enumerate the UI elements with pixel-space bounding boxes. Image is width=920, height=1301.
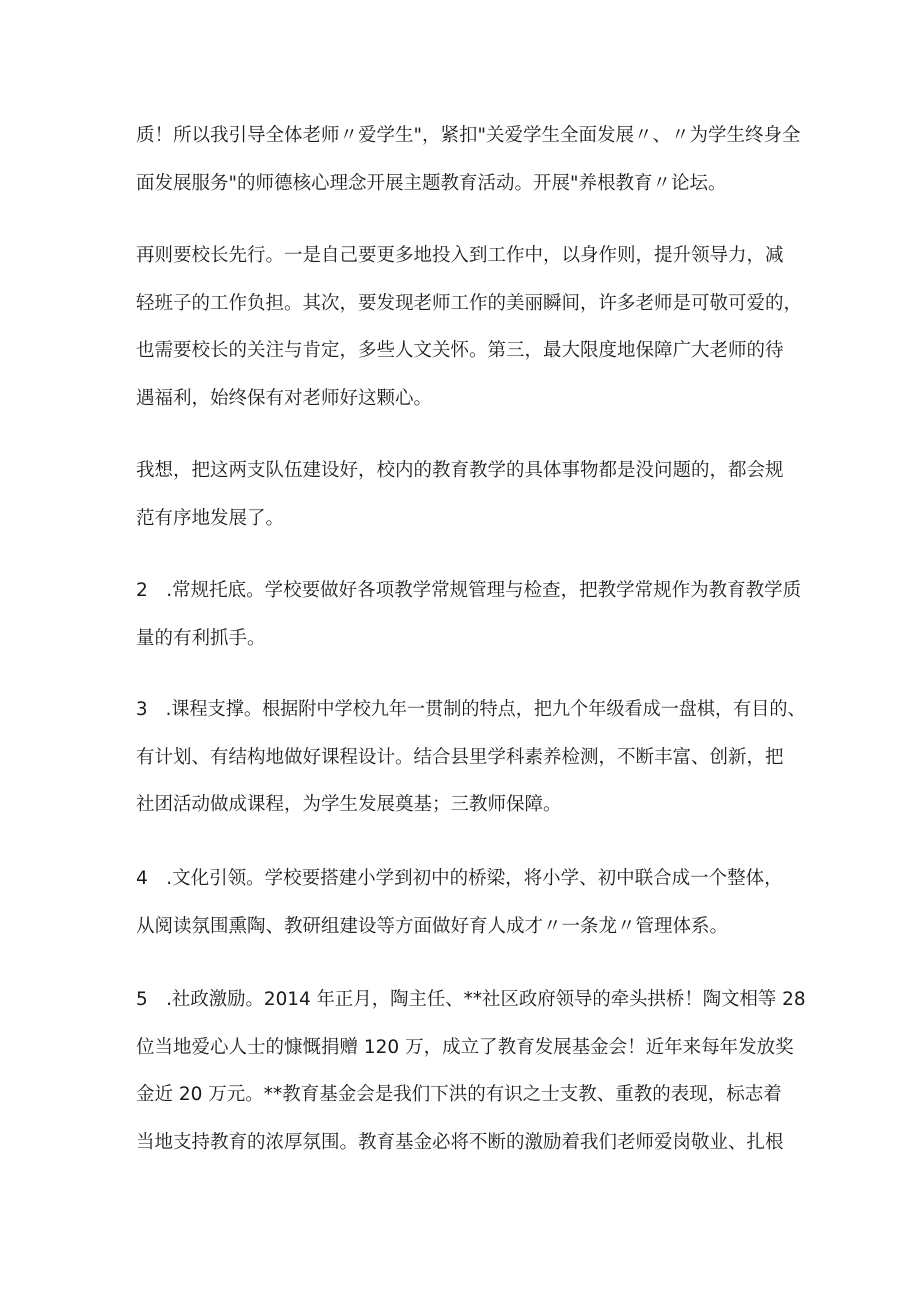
- text-line: 2 .常规托底。学校要做好各项教学常规管理与检查，把教学常规作为教育教学质: [136, 580, 802, 601]
- text-line: 5 .社政激励。2014 年正月，陶主任、**社区政府领导的牵头拱桥！陶文相等 28: [136, 989, 806, 1010]
- text-line: 面发展服务"的师德核心理念开展主题教育活动。开展"养根教育〃论坛。: [136, 172, 727, 194]
- text-line: 质！所以我引导全体老师〃爱学生"，紧扣"关爱学生全面发展〃、〃为学生终身全: [136, 125, 801, 146]
- paragraph-item-4: [136, 855, 806, 950]
- text-line: 当地支持教育的浓厚氛围。教育基金必将不断的激励着我们老师爱岗敬业、扎根: [136, 1131, 784, 1153]
- text-line: 量的有利抓手。: [136, 627, 266, 649]
- paragraph-item-2: [136, 567, 806, 662]
- text-line: 社团活动做成课程，为学生发展奠基；三教师保障。: [136, 794, 562, 815]
- text-line: 有计划、有结构地做好课程设计。结合县里学科素养检测，不断丰富、创新，把: [136, 746, 784, 768]
- paragraph-team-building: [136, 447, 806, 542]
- text-line: 也需要校长的关注与肯定，多些人文关怀。第三，最大限度地保障广大老师的待: [136, 340, 784, 361]
- text-line: 轻班子的工作负担。其次，要发现老师工作的美丽瞬间，许多老师是可敬可爱的，: [136, 292, 803, 314]
- paragraph-item-5: [136, 976, 806, 1166]
- text-line: 位当地爱心人士的慷慨捐赠 120 万，成立了教育发展基金会！近年来每年发放奖: [136, 1036, 794, 1058]
- paragraph-principal-lead: [136, 232, 806, 422]
- text-line: 金近 20 万元。**教育基金会是我们下洪的有识之士支教、重教的表现，标志着: [136, 1084, 782, 1105]
- text-line: 再则要校长先行。一是自己要更多地投入到工作中，以身作则，提升领导力，减: [136, 245, 784, 266]
- text-line: 我想，把这两支队伍建设好，校内的教育教学的具体事物都是没问题的，都会规: [136, 460, 784, 481]
- text-line: 3 .课程支撑。根据附中学校九年一贯制的特点，把九个年级看成一盘棋，有目的、: [136, 699, 806, 720]
- text-line: 从阅读氛围熏陶、教研组建设等方面做好育人成才〃一条龙〃管理体系。: [136, 915, 729, 937]
- text-line: 4 .文化引领。学校要搭建小学到初中的桥梁，将小学、初中联合成一个整体，: [136, 868, 783, 889]
- paragraph-teacher-ethics: [136, 112, 806, 207]
- text-line: 范有序地发展了。: [136, 507, 285, 529]
- paragraph-item-3: [136, 686, 806, 829]
- text-line: 遇福利，始终保有对老师好这颗心。: [136, 387, 433, 409]
